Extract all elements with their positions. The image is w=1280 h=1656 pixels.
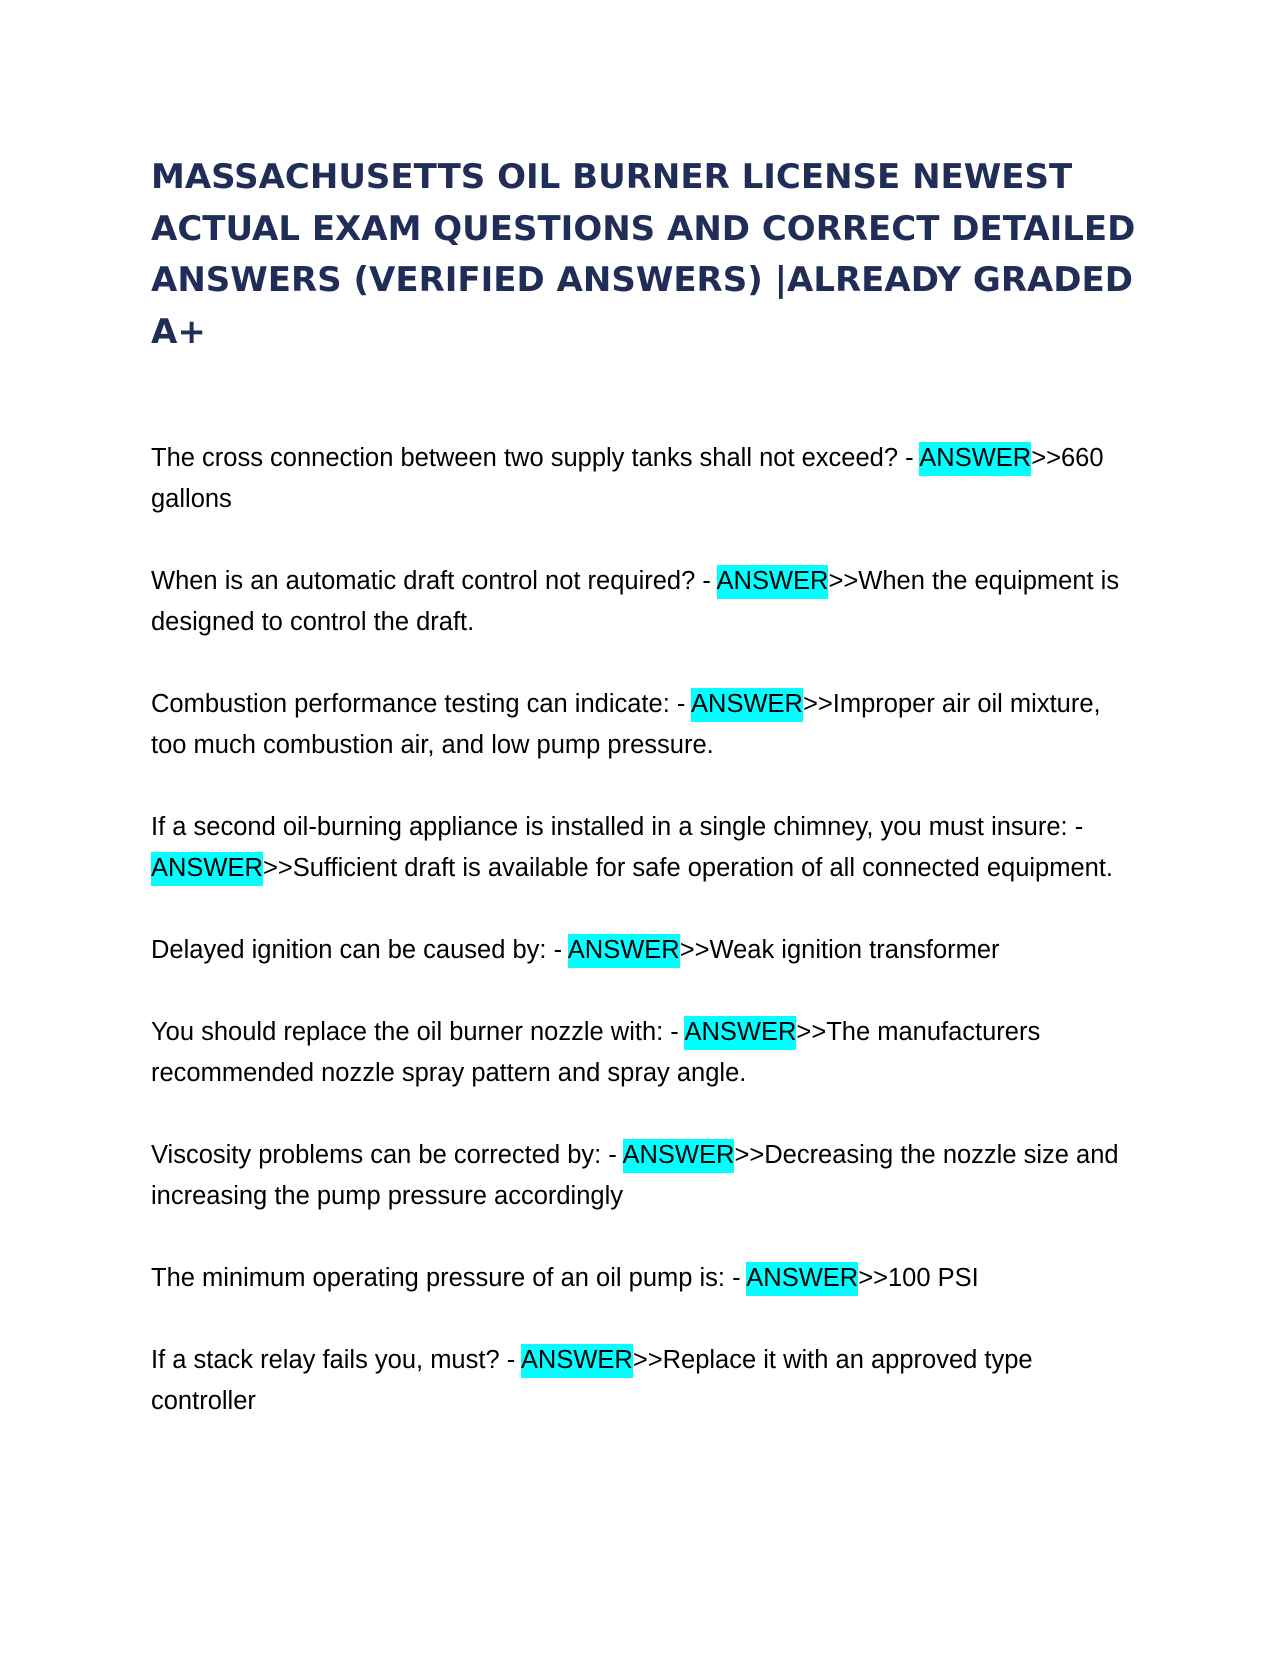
answer-highlight: ANSWER — [521, 1344, 633, 1378]
answer-text: >>Replace it with an approved type controller — [151, 1346, 1033, 1415]
question-text: Viscosity problems can be corrected by: - — [151, 1141, 623, 1169]
answer-highlight: ANSWER — [684, 1016, 796, 1050]
question-text: When is an automatic draft control not required? - — [151, 567, 717, 595]
answer-text: >>660 gallons — [151, 444, 1104, 513]
question-text: If a second oil-burning appliance is installed in a single chimney, you must insure: - — [151, 813, 1084, 841]
qa-item — [151, 1135, 1141, 1217]
answer-text: >>The manufacturers recommended nozzle spray pattern and spray angle. — [151, 1018, 1041, 1087]
answer-text: >>Weak ignition transformer — [679, 936, 1000, 964]
answer-highlight: ANSWER — [691, 688, 803, 722]
answer-highlight: ANSWER — [623, 1139, 735, 1173]
question-text: The cross connection between two supply tanks shall not exceed? - — [151, 444, 920, 472]
question-text: You should replace the oil burner nozzle with: - — [151, 1018, 685, 1046]
qa-item — [151, 807, 1141, 889]
answer-text: >>100 PSI — [858, 1264, 979, 1292]
answer-text: >>Improper air oil mixture, too much combustion air, and low pump pressure. — [151, 690, 1101, 759]
qa-item — [151, 1340, 1141, 1422]
qa-item — [151, 561, 1141, 643]
qa-item — [151, 930, 1141, 971]
answer-highlight: ANSWER — [717, 565, 829, 599]
question-text: Delayed ignition can be caused by: - — [151, 936, 568, 964]
answer-highlight: ANSWER — [746, 1262, 858, 1296]
question-text: Combustion performance testing can indicate: - — [151, 690, 692, 718]
answer-text: >>When the equipment is designed to control the draft. — [151, 567, 1120, 636]
question-text: If a stack relay fails you, must? - — [151, 1346, 521, 1374]
answer-highlight: ANSWER — [919, 442, 1031, 476]
qa-list — [151, 438, 1141, 1463]
document-title: MASSACHUSETTS OIL BURNER LICENSE NEWEST ACTUAL EXAM QUESTIONS AND CORRECT DETAILED ANSWERS (VERIFIED ANSWERS) |ALREADY GRADED A+ — [151, 157, 1136, 352]
answer-highlight: ANSWER — [568, 934, 680, 968]
question-text: The minimum operating pressure of an oil pump is: - — [151, 1264, 747, 1292]
qa-item — [151, 438, 1141, 520]
qa-item — [151, 1012, 1141, 1094]
qa-item — [151, 1258, 1141, 1299]
qa-item — [151, 684, 1141, 766]
answer-text: >>Sufficient draft is available for safe operation of all connected equipment. — [262, 854, 1114, 882]
answer-highlight: ANSWER — [151, 852, 263, 886]
answer-text: >>Decreasing the nozzle size and increasing the pump pressure accordingly — [151, 1141, 1119, 1210]
